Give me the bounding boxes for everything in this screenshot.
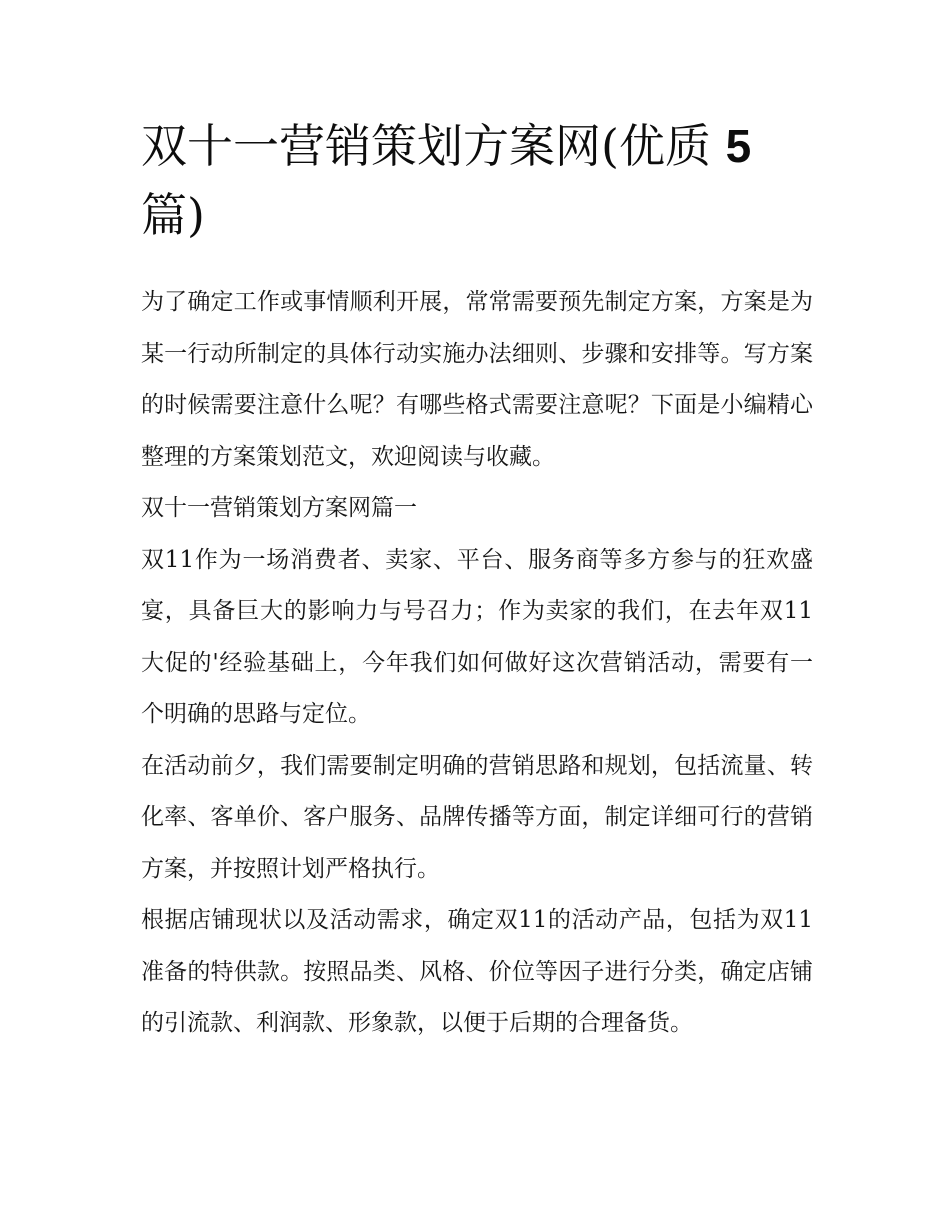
title-number: 5 (725, 120, 752, 172)
document-page (141, 112, 813, 1050)
body-paragraph: 双11作为一场消费者、卖家、平台、服务商等多方参与的狂欢盛宴，具备巨大的影响力与号召力；作为卖家的我们，在去年双11大促的'经验基础上，今年我们如何做好这次营销活动，需要有一个明确的思路与定位。 (141, 546, 813, 727)
document-title (141, 112, 813, 250)
intro-paragraph: 为了确定工作或事情顺利开展，常常需要预先制定方案，方案是为某一行动所制定的具体行动实施办法细则、步骤和安排等。写方案的时候需要注意什么呢？有哪些格式需要注意呢？下面是小编精心整理的方案策划范文，欢迎阅读与收藏。 (141, 289, 813, 470)
title-end: 篇) (141, 188, 205, 242)
body-paragraph: 根据店铺现状以及活动需求，确定双11的活动产品，包括为双11准备的特供款。按照品类、风格、价位等因子进行分类，确定店铺的引流款、利润款、形象款，以便于后期的合理备货。 (141, 907, 813, 1036)
document-body (141, 277, 813, 1050)
title-text: 双十一营销策划方案网(优质 (141, 119, 711, 173)
body-paragraph: 在活动前夕，我们需要制定明确的营销思路和规划，包括流量、转化率、客单价、客户服务、品牌传播等方面，制定详细可行的营销方案，并按照计划严格执行。 (141, 752, 813, 882)
section-heading: 双十一营销策划方案网篇一 (141, 495, 417, 521)
